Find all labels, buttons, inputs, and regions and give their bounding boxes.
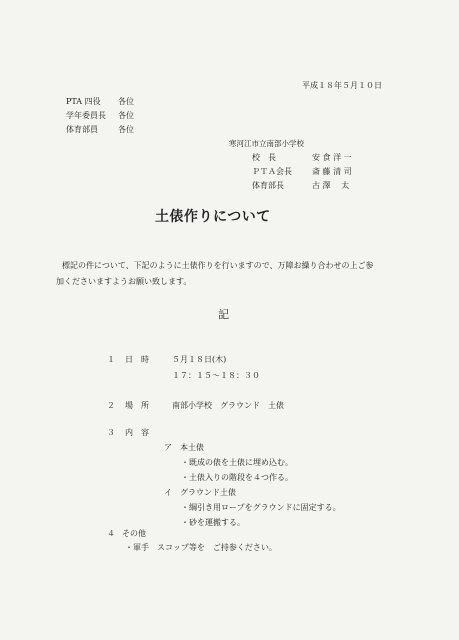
item-label: 日 時: [125, 355, 149, 364]
item-value: ・軍手 スコップ等を ご持参ください。: [125, 543, 277, 552]
item-value: ５月１８日(木): [172, 355, 227, 364]
bullet-item: ・既成の俵を土俵に埋め込む。: [181, 458, 293, 467]
sub-label: イ グラウンド土俵: [164, 488, 236, 497]
bullet-item: ・土俵入りの階段を４つ作る。: [181, 473, 293, 482]
ki-heading: 記: [218, 308, 229, 321]
item-number: ４: [107, 529, 115, 538]
sender-school: 寒河江市立南部小学校: [229, 139, 304, 148]
recipient-honorific: 各位: [118, 97, 134, 106]
item-number: １: [107, 355, 115, 364]
sender-title: 体育部長: [252, 181, 284, 190]
recipient-role: 学年委員長: [66, 111, 106, 120]
body-line: 加くださいますようお願い致します。: [56, 277, 192, 286]
sender-name: 斎 藤 清 司: [312, 167, 352, 176]
document-title: 土俵作りについて: [155, 209, 271, 225]
sender-name: 安 食 洋 一: [312, 153, 352, 162]
sub-label: ア 本土俵: [164, 443, 204, 452]
issue-date: 平成１８年５月１０日: [302, 81, 382, 90]
item-value: １７：１５〜１８：３０: [172, 371, 260, 380]
item-label: 内 容: [125, 428, 149, 437]
recipient-role: PTA 四役: [66, 97, 101, 106]
recipient-honorific: 各位: [118, 125, 134, 134]
item-number: ２: [107, 401, 115, 410]
bullet-item: ・砂を運搬する。: [181, 518, 245, 527]
recipient-role: 体育部員: [66, 125, 98, 134]
item-value: 南部小学校 グラウンド 土俵: [172, 401, 284, 410]
sender-title: ＰＴＡ会長: [252, 167, 292, 176]
item-number: ３: [107, 428, 115, 437]
body-line: 標記の件について、下記のように土俵作りを行いますので、万障お繰り合わせの上ご参: [62, 261, 374, 270]
sender-name: 古 澤 太: [312, 181, 350, 190]
bullet-item: ・綱引き用ロープをグラウンドに固定する。: [181, 503, 341, 512]
item-label: 場 所: [125, 401, 149, 410]
sender-title: 校 長: [252, 153, 276, 162]
item-label: その他: [122, 529, 146, 538]
recipient-honorific: 各位: [118, 111, 134, 120]
